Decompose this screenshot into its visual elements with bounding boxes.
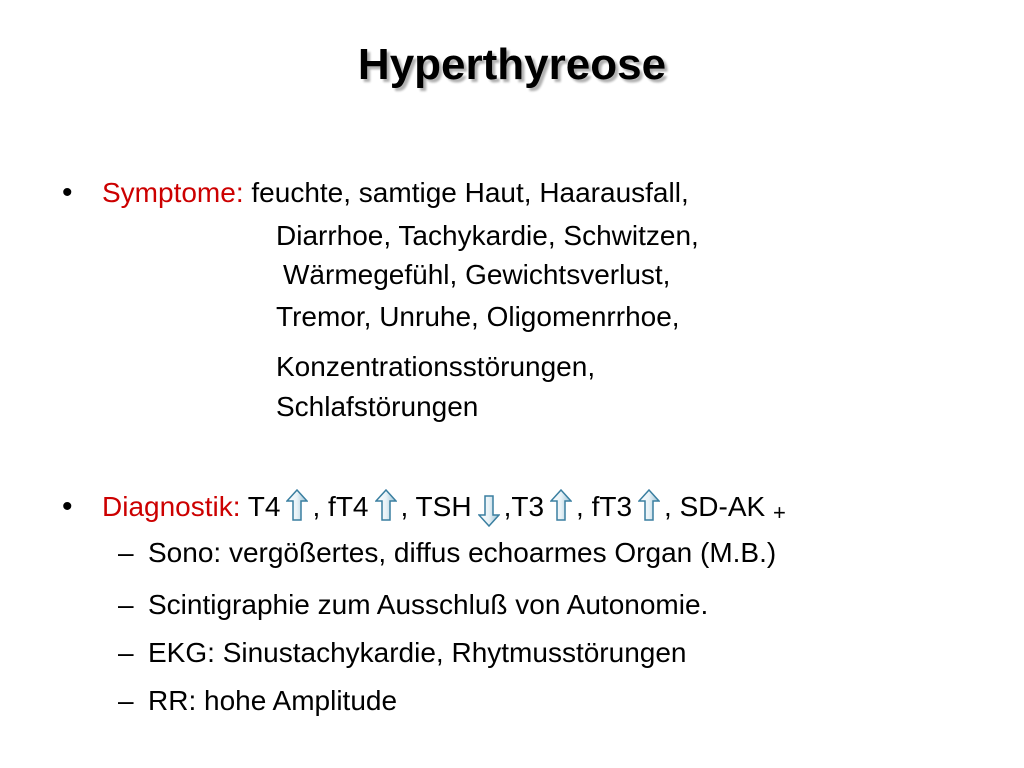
diagnostics-value: ,T3 [503,491,545,522]
subitem-sono: Sono: vergößertes, diffus echoarmes Organ (M.B.) [148,537,777,568]
symptoms-text-1: feuchte, samtige Haut, Haarausfall, [251,177,689,208]
dash-3: – [118,637,134,668]
bullet-symptoms: • [62,176,73,209]
arrow-up-icon [375,489,397,521]
dash-1: – [118,537,134,568]
dash-2: – [118,589,134,620]
diagnostics-label: Diagnostik: [102,491,241,522]
symptoms-label: Symptome: [102,177,244,208]
diagnostics-value: , fT3 [576,491,633,522]
symptoms-line-2: Diarrhoe, Tachykardie, Schwitzen, [276,220,699,251]
diagnostics-value: T4 [247,491,281,522]
slide-title: Hyperthyreose [357,40,667,89]
symptoms-line-5: Konzentrationsstörungen, [276,351,596,382]
symptoms-line-1 [102,178,689,208]
arrow-up-icon [550,489,572,521]
bullet-diagnostics: • [62,490,73,523]
diagnostics-value: , fT4 [312,491,369,522]
diagnostics-tail-sign: + [772,500,786,525]
diagnostics-tail: , SD-AK [664,491,766,522]
subitem-rr: RR: hohe Amplitude [148,685,398,716]
diagnostics-line [102,492,786,525]
symptoms-line-6: Schlafstörungen [276,391,479,422]
diagnostics-value: , TSH [400,491,472,522]
diagnostics-values [248,491,664,522]
arrow-up-icon [638,489,660,521]
arrow-up-icon [286,489,308,521]
symptoms-line-3: Wärmegefühl, Gewichtsverlust, [283,259,671,290]
subitem-scintigraphie: Scintigraphie zum Ausschluß von Autonomie. [148,589,709,620]
dash-4: – [118,685,134,716]
symptoms-line-4: Tremor, Unruhe, Oligomenrrhoe, [276,301,680,332]
arrow-down-icon [478,495,500,527]
subitem-ekg: EKG: Sinustachykardie, Rhytmusstörungen [148,637,687,668]
